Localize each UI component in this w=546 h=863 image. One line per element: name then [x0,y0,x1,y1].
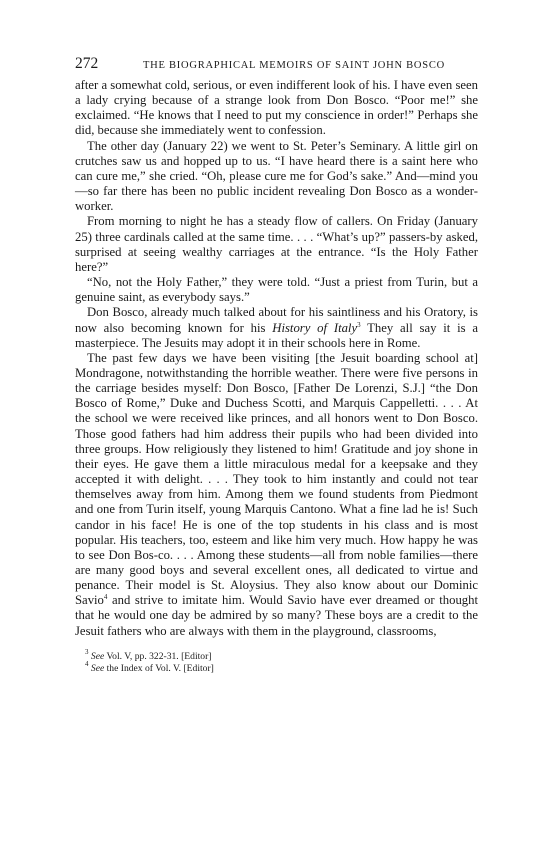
paragraph-1: after a somewhat cold, serious, or even indifferent look of his. I have even seen a lady crying because of a strange look from Don Bosco. “Poor me!” she exclaimed. “He knows that I need to put my conscience in order!” Perhaps she did, because she immediately went to confession. [75,78,478,138]
footnote-3-see: See [90,650,105,662]
footnotes [75,647,478,675]
paragraph-3: From morning to night he has a steady flow of callers. On Friday (January 25) three cardinals called at the same time. . . . “What’s up?” passers-by asked, surprised at seeing wealthy carriages at the entrance. “Is the Holy Father here?” [75,214,478,274]
footnote-3-marker: 3 [85,647,89,656]
footnote-4-text: the Index of Vol. V. [Editor] [104,662,214,674]
footnote-ref-4: 4 [103,593,108,602]
footnote-ref-3: 3 [357,320,361,329]
paragraph-5-text-before: Don Bosco, already much talked about for his saintliness and his Oratory, is now also becoming known for his [75,305,478,335]
paragraph-5-text-after: They all say it is a masterpiece. The Jesuits may adopt it in their schools here in Rome. [75,320,478,350]
footnote-4 [75,659,478,675]
book-title-history-of-italy: History of Italy [272,320,358,335]
footnote-3-text: Vol. V, pp. 322-31. [Editor] [104,650,212,662]
footnote-4-see: See [90,662,105,674]
running-head: THE BIOGRAPHICAL MEMOIRS OF SAINT JOHN BOSCO [143,60,445,71]
footnote-4-marker: 4 [85,659,89,668]
book-page [75,55,478,675]
paragraph-6-text-after: and strive to imitate him. Would Savio have ever dreamed or thought that he would one day be admired by so many? These boys are a credit to the Jesuit fathers who are always with them in the playground, classrooms, [75,593,478,638]
paragraph-6-text: The past few days we have been visiting [the Jesuit boarding school at] Mondragone, notwithstanding the horrible weather. There were five persons in the carriage besides myself: Don Bosco, [Father De Lorenzi, S.J.] “the Don Bosco of Rome,” Duke and Duchess Scotti, and Marquis Cappelletti. . . . At the school we were received like princes, and all honors went to Don Bosco. Those good fathers had him address their pupils who had been divided into three groups. How religiously they listened to him! Gratitude and joy shone in their eyes. He gave them a little miraculous medal for a keepsake and they accepted it with delight. . . . They took to him instantly and could not tear themselves away from him. Among them we found students from Piedmont and one from Turin itself, young Marquis Cantono. What a fine lad he is! Such candor in his face! He is one of the top students in his class and is most popular. His teachers, too, esteem and like him very much. How happy he was to see Don Bos-co. . . . Among these students—all from noble families—there are many good boys and several excellent ones, all dedicated to virtue and penance. Their model is St. Aloysius. They also know about our Dominic Savio [75,350,478,608]
page-header [75,55,478,77]
footnote-3 [75,647,478,663]
paragraph-2: The other day (January 22) we went to St. Peter’s Seminary. A little girl on crutches saw us and hopped up to us. “I have heard there is a saint here who can cure me,” she cried. “Oh, please cure me for God’s sake.” And—mind you—so far there has been no public incident revealing Don Bosco as a wonder-worker. [75,138,478,214]
body-text [75,78,478,639]
page-number: 272 [75,55,99,72]
paragraph-5 [75,305,478,350]
paragraph-4: “No, not the Holy Father,” they were told. “Just a priest from Turin, but a genuine saint, as everybody says.” [75,275,478,305]
paragraph-6 [75,351,478,639]
